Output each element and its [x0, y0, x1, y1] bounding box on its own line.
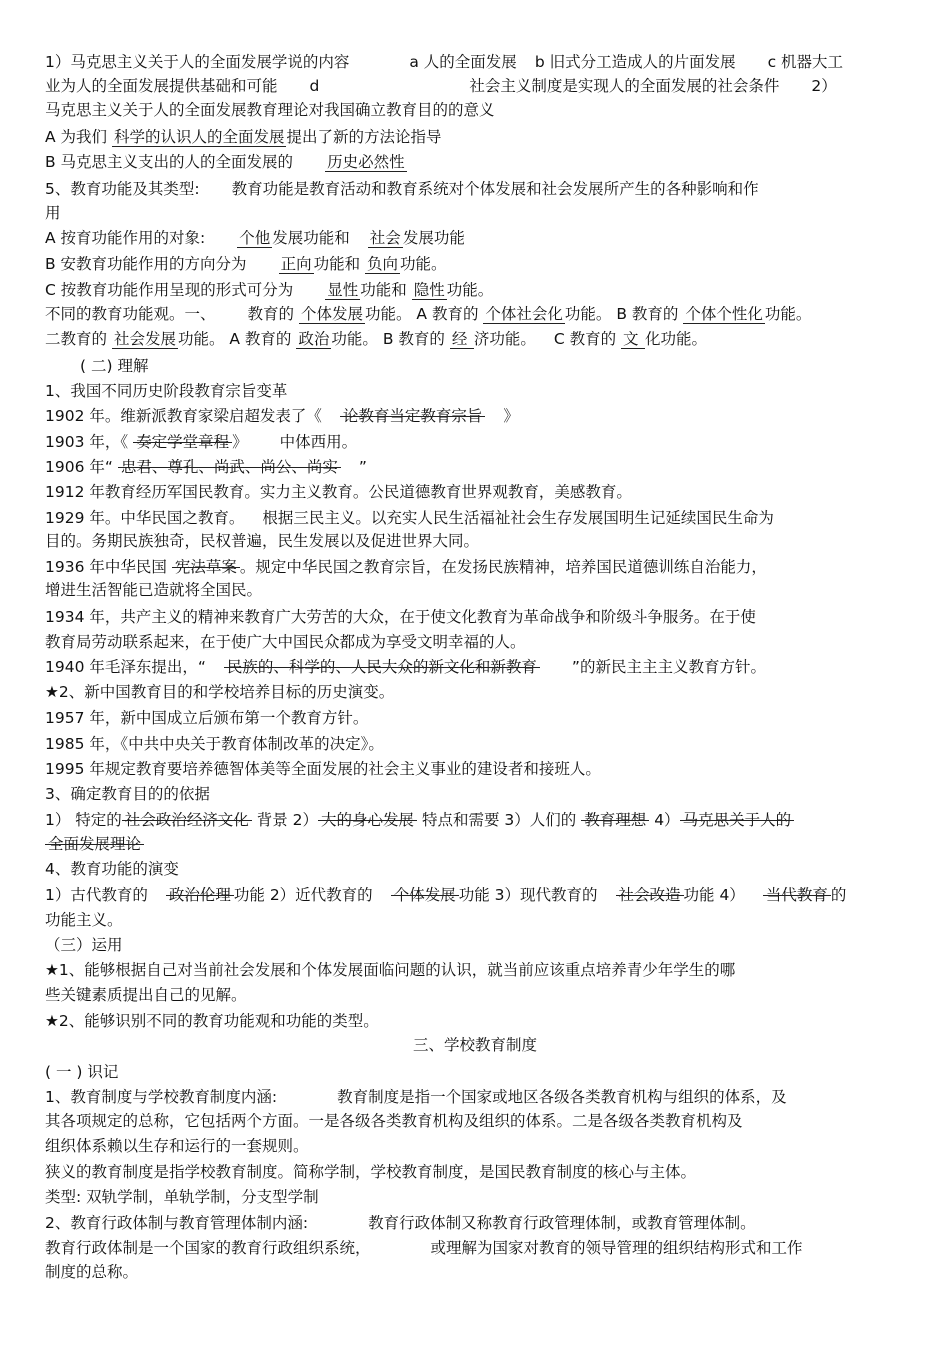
struck-answer: 社会政治经济文化 [122, 810, 252, 830]
text-line [45, 254, 447, 274]
text-line: 1995 年规定教育要培养德智体美等全面发展的社会主义事业的建设者和接班人。 [45, 760, 601, 778]
chapter-title: 三、学校教育制度 [412, 1036, 537, 1054]
text-line: 4、教育功能的演变 [45, 860, 179, 878]
text: 1940 年毛泽东提出，“ [45, 658, 206, 676]
text: B 安教育功能作用的方向分为 [45, 255, 247, 273]
struck-answer: 民族的、科学的、人民大众的新文化和新教育 [224, 657, 540, 677]
text-line: 增进生活智能已造就将全国民。 [45, 581, 263, 599]
text: 2） [811, 77, 837, 95]
text: 中体西用。 [279, 433, 358, 451]
text-line: 目的。务期民族独奇，民权普遍，民生发展以及促进世界大同。 [45, 532, 480, 550]
text: 1906 年“ [45, 458, 113, 476]
text-line: 1、我国不同历史阶段教育宗旨变革 [45, 382, 288, 400]
text: 教育的 [247, 305, 295, 323]
struck-answer: 奏定学堂章程 [133, 432, 232, 452]
text: C 教育的 [553, 330, 617, 348]
text-line [45, 1087, 787, 1107]
text-line: ★2、新中国教育目的和学校培养目标的历史演变。 [45, 683, 395, 701]
text: 功能。 A 教育的 [177, 330, 292, 348]
text: 功能。 [400, 255, 447, 273]
text: 功能。 B 教育的 [564, 305, 679, 323]
text-line [45, 179, 759, 199]
text-line [45, 457, 367, 477]
struck-answer: 教育理想 [581, 810, 649, 830]
text: 功能 2）近代教育的 [233, 886, 373, 904]
text-line [45, 557, 767, 577]
text: 发展功能 [402, 229, 465, 247]
section-heading: ( 二) 理解 [80, 357, 149, 375]
answer-blank: 负向 [367, 255, 399, 273]
text: 背景 2） [256, 811, 319, 829]
text-line: ★2、能够识别不同的教育功能观和功能的类型。 [45, 1012, 379, 1030]
text: 发展功能和 [272, 229, 350, 247]
text: 教育行政体制又称教育行政管理体制，或教育管理体制。 [368, 1214, 756, 1232]
text: 化功能。 [645, 330, 708, 348]
text: 功能。 A 教育的 [364, 305, 479, 323]
text-line [45, 52, 843, 72]
text: 1929 年。中华民国之教育。 [45, 509, 245, 527]
struck-answer: 政治伦理 [166, 885, 234, 905]
text-line [45, 76, 837, 96]
text: 教育行政体制是一个国家的教育行政组织系统， [45, 1239, 371, 1257]
answer-blank: 科学的认识人的全面发展 [113, 128, 285, 146]
text: 功能 4） [683, 886, 745, 904]
text: b 旧式分工造成人的片面发展 [534, 53, 736, 71]
struck-answer: 论教育当定教育宗旨 [340, 406, 486, 426]
text: 4） [654, 811, 680, 829]
text: 1）古代教育的 [45, 886, 148, 904]
text: B 马克思主义支出的人的全面发展的 [45, 153, 294, 171]
answer-blank: 社会发展 [113, 330, 176, 348]
text-line: 用 [45, 204, 61, 222]
text-line [45, 1213, 756, 1233]
answer-blank: 正向 [280, 255, 312, 273]
text: ”的新民主主主义教育方针。 [571, 658, 766, 676]
answer-blank: 历史必然性 [327, 153, 405, 171]
text-line: 1912 年教育经历军国民教育。实力主义教育。公民道德教育世界观教育，美感教育。 [45, 483, 632, 501]
text-line: 功能主义。 [45, 911, 123, 929]
text: 根据三民主义。以充实人民生活福祉社会生存发展国明生记延续国民生命为 [262, 509, 774, 527]
section-heading: ( 一 ) 识记 [45, 1063, 119, 1081]
text-line: 马克思主义关于人的全面发展教育理论对我国确立教育目的的意义 [45, 101, 495, 119]
text-line: 些关键素质提出自己的见解。 [45, 986, 247, 1004]
text: 教育制度是指一个国家或地区各级各类教育机构与组织的体系，及 [337, 1088, 787, 1106]
text: 1） 特定的 [45, 811, 122, 829]
text: 1、教育制度与学校教育制度内涵: [45, 1088, 278, 1106]
text: ” [358, 458, 367, 476]
text: 。规定中华民国之教育宗旨，在发扬民族精神，培养国民道德训练自治能力， [239, 558, 767, 576]
text: 2、教育行政体制与教育管理体制内涵: [45, 1214, 309, 1232]
text: 提出了新的方法论指导 [286, 128, 442, 146]
text-line: 组织体系赖以生存和运行的一套规则。 [45, 1137, 309, 1155]
text-line: 类型: 双轨学制，单轨学制，分支型学制 [45, 1188, 319, 1206]
text: 不同的教育功能观。一、 [45, 305, 216, 323]
text-line [45, 432, 357, 452]
text: 1902 年。维新派教育家梁启超发表了《 [45, 407, 322, 425]
text: 功能。 [764, 305, 812, 323]
text: 1936 年中华民国 [45, 558, 167, 576]
text-line: 狭义的教育制度是指学校教育制度。简称学制，学校教育制度，是国民教育制度的核心与主体。 [45, 1163, 697, 1181]
struck-answer: 全面发展理论 [45, 834, 144, 854]
struck-answer: 马克思关于人的 [680, 810, 795, 830]
text-line [45, 810, 794, 830]
answer-blank: 文 [621, 331, 645, 349]
text-line [45, 304, 811, 324]
text: 特点和需要 3）人们的 [422, 811, 577, 829]
text: 功能。 [446, 281, 494, 299]
text: C 按教育功能作用呈现的形式可分为 [45, 281, 294, 299]
text-line [45, 329, 707, 349]
text-line [45, 657, 766, 677]
text-line: 1934 年，共产主义的精神来教育广大劳苦的大众，在于使文化教育为革命战争和阶级斗争服务。在于使 [45, 608, 756, 626]
text-line: 教育局劳动联系起来，在于使广大中国民众都成为享受文明幸福的人。 [45, 633, 526, 651]
answer-blank: 个体发展 [300, 305, 363, 323]
text: 二教育的 [45, 330, 108, 348]
text-line: 制度的总称。 [45, 1263, 139, 1281]
text-line [45, 280, 493, 300]
text-line: 1985 年，《中共中央关于教育体制改革的决定》。 [45, 735, 384, 753]
text-line [45, 834, 144, 854]
text-line [45, 228, 465, 248]
text: 或理解为国家对教育的领导管理的组织结构形式和工作 [430, 1239, 803, 1257]
answer-blank: 个体社会化 [485, 305, 563, 323]
text: d [309, 77, 320, 95]
struck-answer: 当代教育 [763, 885, 831, 905]
text-line [45, 127, 442, 147]
text-line [45, 152, 407, 172]
text: 1903 年，《 [45, 433, 129, 451]
text: 功能和 [360, 281, 407, 299]
struck-answer: 宪法草案 [172, 557, 240, 577]
section-heading: （三）运用 [45, 936, 123, 954]
text-line [45, 406, 519, 426]
text: 功能。 B 教育的 [331, 330, 445, 348]
text: 教育功能是教育活动和教育系统对个体发展和社会发展所产生的各种影响和作 [231, 180, 759, 198]
text: 》 [232, 433, 248, 451]
struck-answer: 忠君、尊孔、尚武、尚公、尚实 [118, 457, 341, 477]
text: A 按育功能作用的对象: [45, 229, 206, 247]
text-line: 其各项规定的总称，它包括两个方面。一是各级各类教育机构及组织的体系。二是各级各类教育机构及 [45, 1112, 743, 1130]
struck-answer: 社会改造 [616, 885, 684, 905]
text-line [45, 1238, 803, 1258]
text: 社会主义制度是实现人的全面发展的社会条件 [469, 77, 780, 95]
text-line: ★1、能够根据自己对当前社会发展和个体发展面临问题的认识，就当前应该重点培养青少年学生的哪 [45, 961, 736, 979]
text: 功能和 [313, 255, 361, 273]
text: A 为我们 [45, 128, 108, 146]
text: c 机器大工 [767, 53, 844, 71]
answer-blank: 个体个性化 [685, 305, 763, 323]
answer-blank: 个他 [239, 229, 271, 247]
struck-answer: 大的身心发展 [318, 810, 417, 830]
text: 业为人的全面发展提供基础和可能 [45, 77, 278, 95]
text-line [45, 885, 846, 905]
text: 1）马克思主义关于人的全面发展学说的内容 [45, 53, 350, 71]
text-line [45, 508, 774, 528]
answer-blank: 隐性 [413, 281, 445, 299]
text: 的 [830, 886, 847, 904]
text: 功能 3）现代教育的 [458, 886, 598, 904]
text: 济功能。 [473, 330, 536, 348]
text-line: 3、确定教育目的的依据 [45, 785, 210, 803]
text: 》 [503, 407, 519, 425]
answer-blank: 经 [450, 331, 474, 349]
answer-blank: 社会 [369, 229, 401, 247]
text-line: 1957 年，新中国成立后颁布第一个教育方针。 [45, 709, 369, 727]
text: a 人的全面发展 [409, 53, 517, 71]
answer-blank: 显性 [327, 281, 359, 299]
answer-blank: 政治 [298, 330, 330, 348]
struck-answer: 个体发展 [391, 885, 459, 905]
text: 5、教育功能及其类型: [45, 180, 200, 198]
